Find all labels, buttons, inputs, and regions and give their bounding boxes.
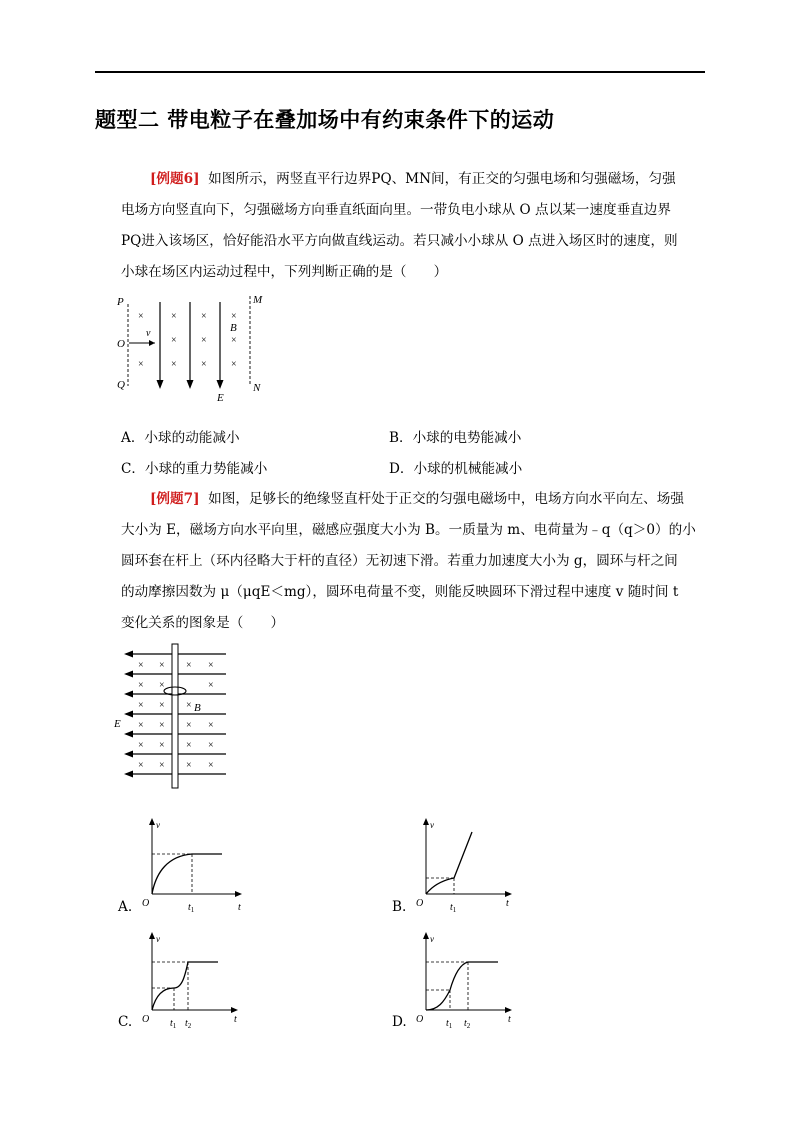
svg-text:O: O <box>142 1014 150 1025</box>
svg-text:×: × <box>208 740 214 751</box>
label-o: O <box>117 338 125 350</box>
velocity-arrowhead <box>149 340 155 346</box>
example7-line-3: 圆环套在杆上（环内径略大于杆的直径）无初速下滑。若重力加速度大小为 g，圆环与杆之间 <box>121 553 678 569</box>
svg-text:×: × <box>231 311 237 322</box>
label-e: E <box>114 718 121 730</box>
example6-option-c: C．小球的重力势能减小 <box>121 461 268 477</box>
svg-text:×: × <box>208 660 214 671</box>
example6-option-d: D．小球的机械能减小 <box>389 461 523 477</box>
svg-text:×: × <box>138 660 144 671</box>
svg-text:O: O <box>416 1014 424 1025</box>
top-rule <box>95 71 705 73</box>
svg-text:×: × <box>186 740 192 751</box>
svg-text:×: × <box>159 700 165 711</box>
svg-text:v: v <box>156 934 160 944</box>
svg-text:×: × <box>208 680 214 691</box>
label-m: M <box>253 294 263 306</box>
svg-text:t: t <box>508 1014 511 1025</box>
label-b: B <box>194 702 201 714</box>
example6-option-a: A．小球的动能减小 <box>121 430 240 446</box>
label-q: Q <box>117 379 125 391</box>
example7-line-1: [例题7] 如图，足够长的绝缘竖直杆处于正交的匀强电磁场中，电场方向水平向左、场强 <box>150 491 684 507</box>
svg-text:×: × <box>159 680 165 691</box>
graph-option-a-label: A. <box>118 899 133 915</box>
svg-text:×: × <box>138 760 144 771</box>
svg-text:×: × <box>138 720 144 731</box>
svg-text:×: × <box>159 740 165 751</box>
svg-text:O: O <box>142 898 150 909</box>
graph-option-c-label: C. <box>118 1014 133 1030</box>
svg-text:×: × <box>201 359 207 370</box>
example7-tag: [例题7] <box>150 491 200 507</box>
graph-option-d-label: D. <box>392 1014 407 1030</box>
example6-line-3: PQ进入该场区，恰好能沿水平方向做直线运动。若只减小小球从 O 点进入场区时的速度，则 <box>121 233 678 249</box>
field-arrows-down <box>157 302 224 389</box>
example6-line-2: 电场方向竖直向下，匀强磁场方向垂直纸面向里。一带负电小球从 O 点以某一速度垂直边界 <box>121 202 671 218</box>
example6-field-figure <box>110 290 280 402</box>
label-e: E <box>217 392 224 402</box>
svg-text:×: × <box>159 720 165 731</box>
svg-text:t: t <box>234 1014 237 1025</box>
svg-text:×: × <box>201 335 207 346</box>
svg-text:×: × <box>186 760 192 771</box>
graph-d <box>412 928 522 1032</box>
svg-text:v: v <box>430 934 434 944</box>
svg-text:×: × <box>171 335 177 346</box>
label-b: B <box>230 322 237 334</box>
example6-question <box>121 164 711 288</box>
svg-text:v: v <box>430 820 434 830</box>
svg-text:×: × <box>208 720 214 731</box>
example6-tag: [例题6] <box>150 171 200 187</box>
svg-text:×: × <box>171 311 177 322</box>
svg-text:×: × <box>231 359 237 370</box>
svg-text:×: × <box>159 660 165 671</box>
graph-b <box>412 814 522 916</box>
svg-text:×: × <box>138 311 144 322</box>
svg-text:×: × <box>186 660 192 671</box>
svg-text:t: t <box>506 898 509 909</box>
label-p: P <box>117 296 124 308</box>
svg-text:×: × <box>138 740 144 751</box>
magnetic-crosses <box>138 311 237 370</box>
example7-line-4: 的动摩擦因数为 μ（μqE＜mg），圆环电荷量不变，则能反映圆环下滑过程中速度 v 随时间 t <box>121 584 679 600</box>
example6-line-4: 小球在场区内运动过程中，下列判断正确的是（ ） <box>121 264 448 280</box>
graph-c <box>138 928 248 1032</box>
svg-text:×: × <box>201 311 207 322</box>
example7-line-5: 变化关系的图象是（ ） <box>121 615 285 631</box>
svg-text:t1: $t_1$ <box>450 902 457 914</box>
svg-text:t1: $t_1$ <box>188 902 195 914</box>
example7-question <box>121 484 711 639</box>
svg-text:×: × <box>208 760 214 771</box>
svg-text:v: v <box>156 820 160 830</box>
example7-rod-figure <box>112 642 242 790</box>
label-n: N <box>253 382 261 394</box>
example6-line-1: [例题6] 如图所示，两竖直平行边界PQ、MN间，有正交的匀强电场和匀强磁场，匀强 <box>150 171 676 187</box>
graph-option-b-label: B. <box>392 899 407 915</box>
svg-text:t: t <box>238 902 241 913</box>
svg-text:t1: $t_1$ <box>446 1018 453 1030</box>
label-v: v <box>146 328 151 339</box>
example6-option-b: B．小球的电势能减小 <box>389 430 522 446</box>
svg-text:t1: $t_1$ <box>170 1018 177 1030</box>
svg-text:t2: $t_2$ <box>185 1018 192 1030</box>
graph-a <box>138 814 248 916</box>
svg-text:×: × <box>138 700 144 711</box>
svg-text:×: × <box>231 335 237 346</box>
svg-text:O: O <box>416 898 424 909</box>
svg-text:×: × <box>186 720 192 731</box>
section-heading: 题型二 带电粒子在叠加场中有约束条件下的运动 <box>95 108 555 132</box>
svg-text:×: × <box>186 700 192 711</box>
insulating-rod <box>172 644 178 788</box>
svg-text:×: × <box>138 680 144 691</box>
svg-text:×: × <box>171 359 177 370</box>
svg-text:t2: $t_2$ <box>464 1018 471 1030</box>
svg-text:×: × <box>159 760 165 771</box>
svg-text:×: × <box>138 359 144 370</box>
example7-line-2: 大小为 E，磁场方向水平向里，磁感应强度大小为 B。一质量为 m、电荷量为﹣q（q＞0）的小 <box>121 522 696 538</box>
